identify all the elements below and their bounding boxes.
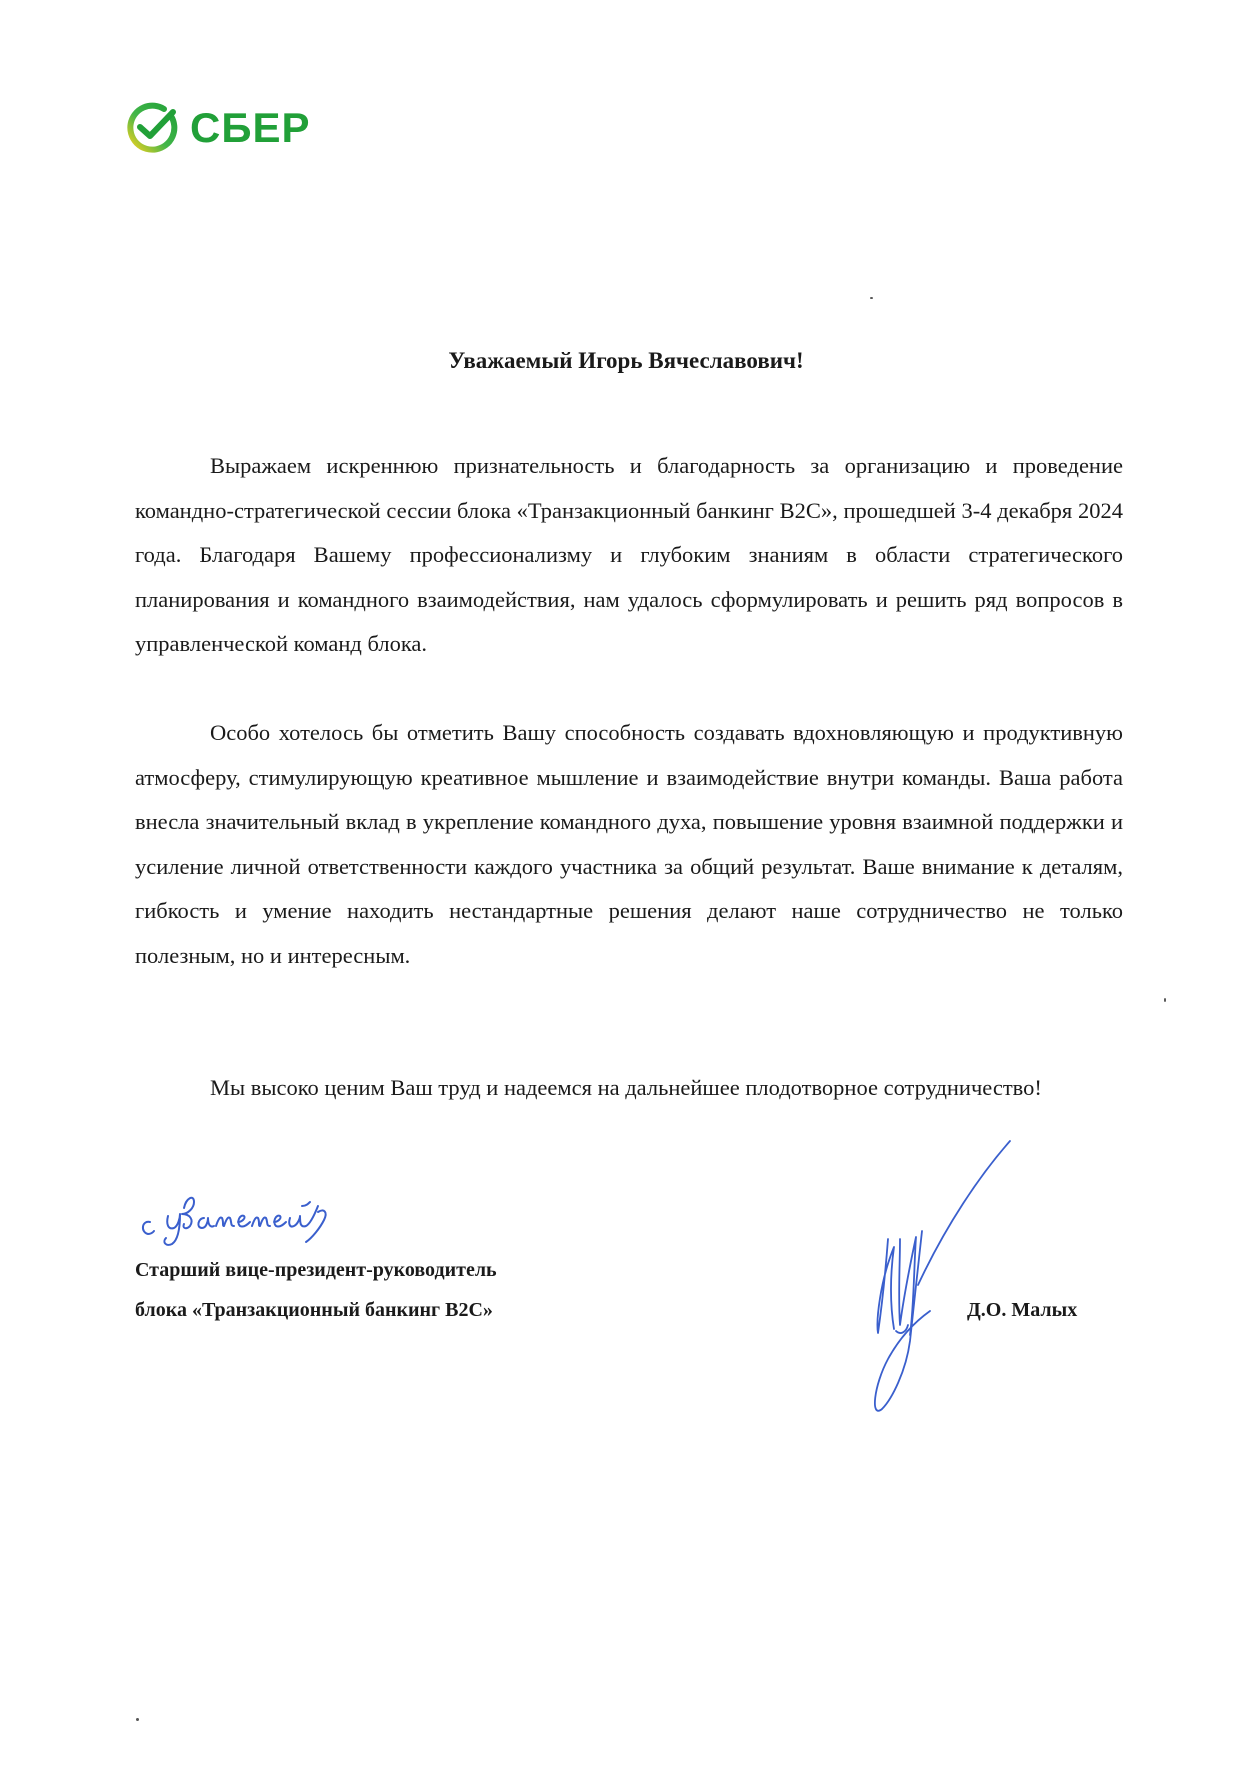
scan-speck [870, 297, 873, 299]
handwritten-closing [132, 1168, 362, 1248]
signer-title-line-1: Старший вице-президент-руководитель [135, 1259, 497, 1281]
salutation: Уважаемый Игорь Вячеславович! [448, 348, 804, 373]
paragraph-text: Особо хотелось бы отметить Вашу способность создавать вдохновляющую и продуктивную атмосферу, стимулирующую креативное мышление и взаимодействие внутри команды. Ваша работа внесла значительный вклад в укрепление командного духа, повышение уровня взаимной поддержки и усиление личной ответственности каждого участника за общий результат. Ваше внимание к деталям, гибкость и умение находить нестандартные решения делают наше сотрудничество не только полезным, но и интересным. [135, 720, 1123, 968]
paragraph-3 [135, 1066, 1123, 1111]
paragraph-1 [135, 444, 1123, 667]
paragraph-text: Мы высоко ценим Ваш труд и надеемся на дальнейшее плодотворное сотрудничество! [210, 1075, 1042, 1100]
paragraph-text: Выражаем искреннюю признательность и благодарность за организацию и проведение командно-стратегической сессии блока «Транзакционный банкинг B2C», прошедшей 3-4 декабря 2024 года. Благодаря Вашему профессионализму и глубоким знаниям в области стратегического планирования и командного взаимодействия, нам удалось сформулировать и решить ряд вопросов в управленческой команд блока. [135, 453, 1123, 657]
logo-text: СБЕР [190, 104, 311, 151]
scan-speck [136, 1718, 139, 1721]
scan-speck [1164, 998, 1166, 1002]
paragraph-2 [135, 711, 1123, 979]
sber-check-circle-icon [124, 100, 180, 156]
signer-title [135, 1250, 497, 1330]
signer-name: Д.О. Малых [967, 1299, 1078, 1321]
signer-title-line-2: блока «Транзакционный банкинг B2C» [135, 1299, 493, 1321]
sber-logo [124, 100, 311, 156]
